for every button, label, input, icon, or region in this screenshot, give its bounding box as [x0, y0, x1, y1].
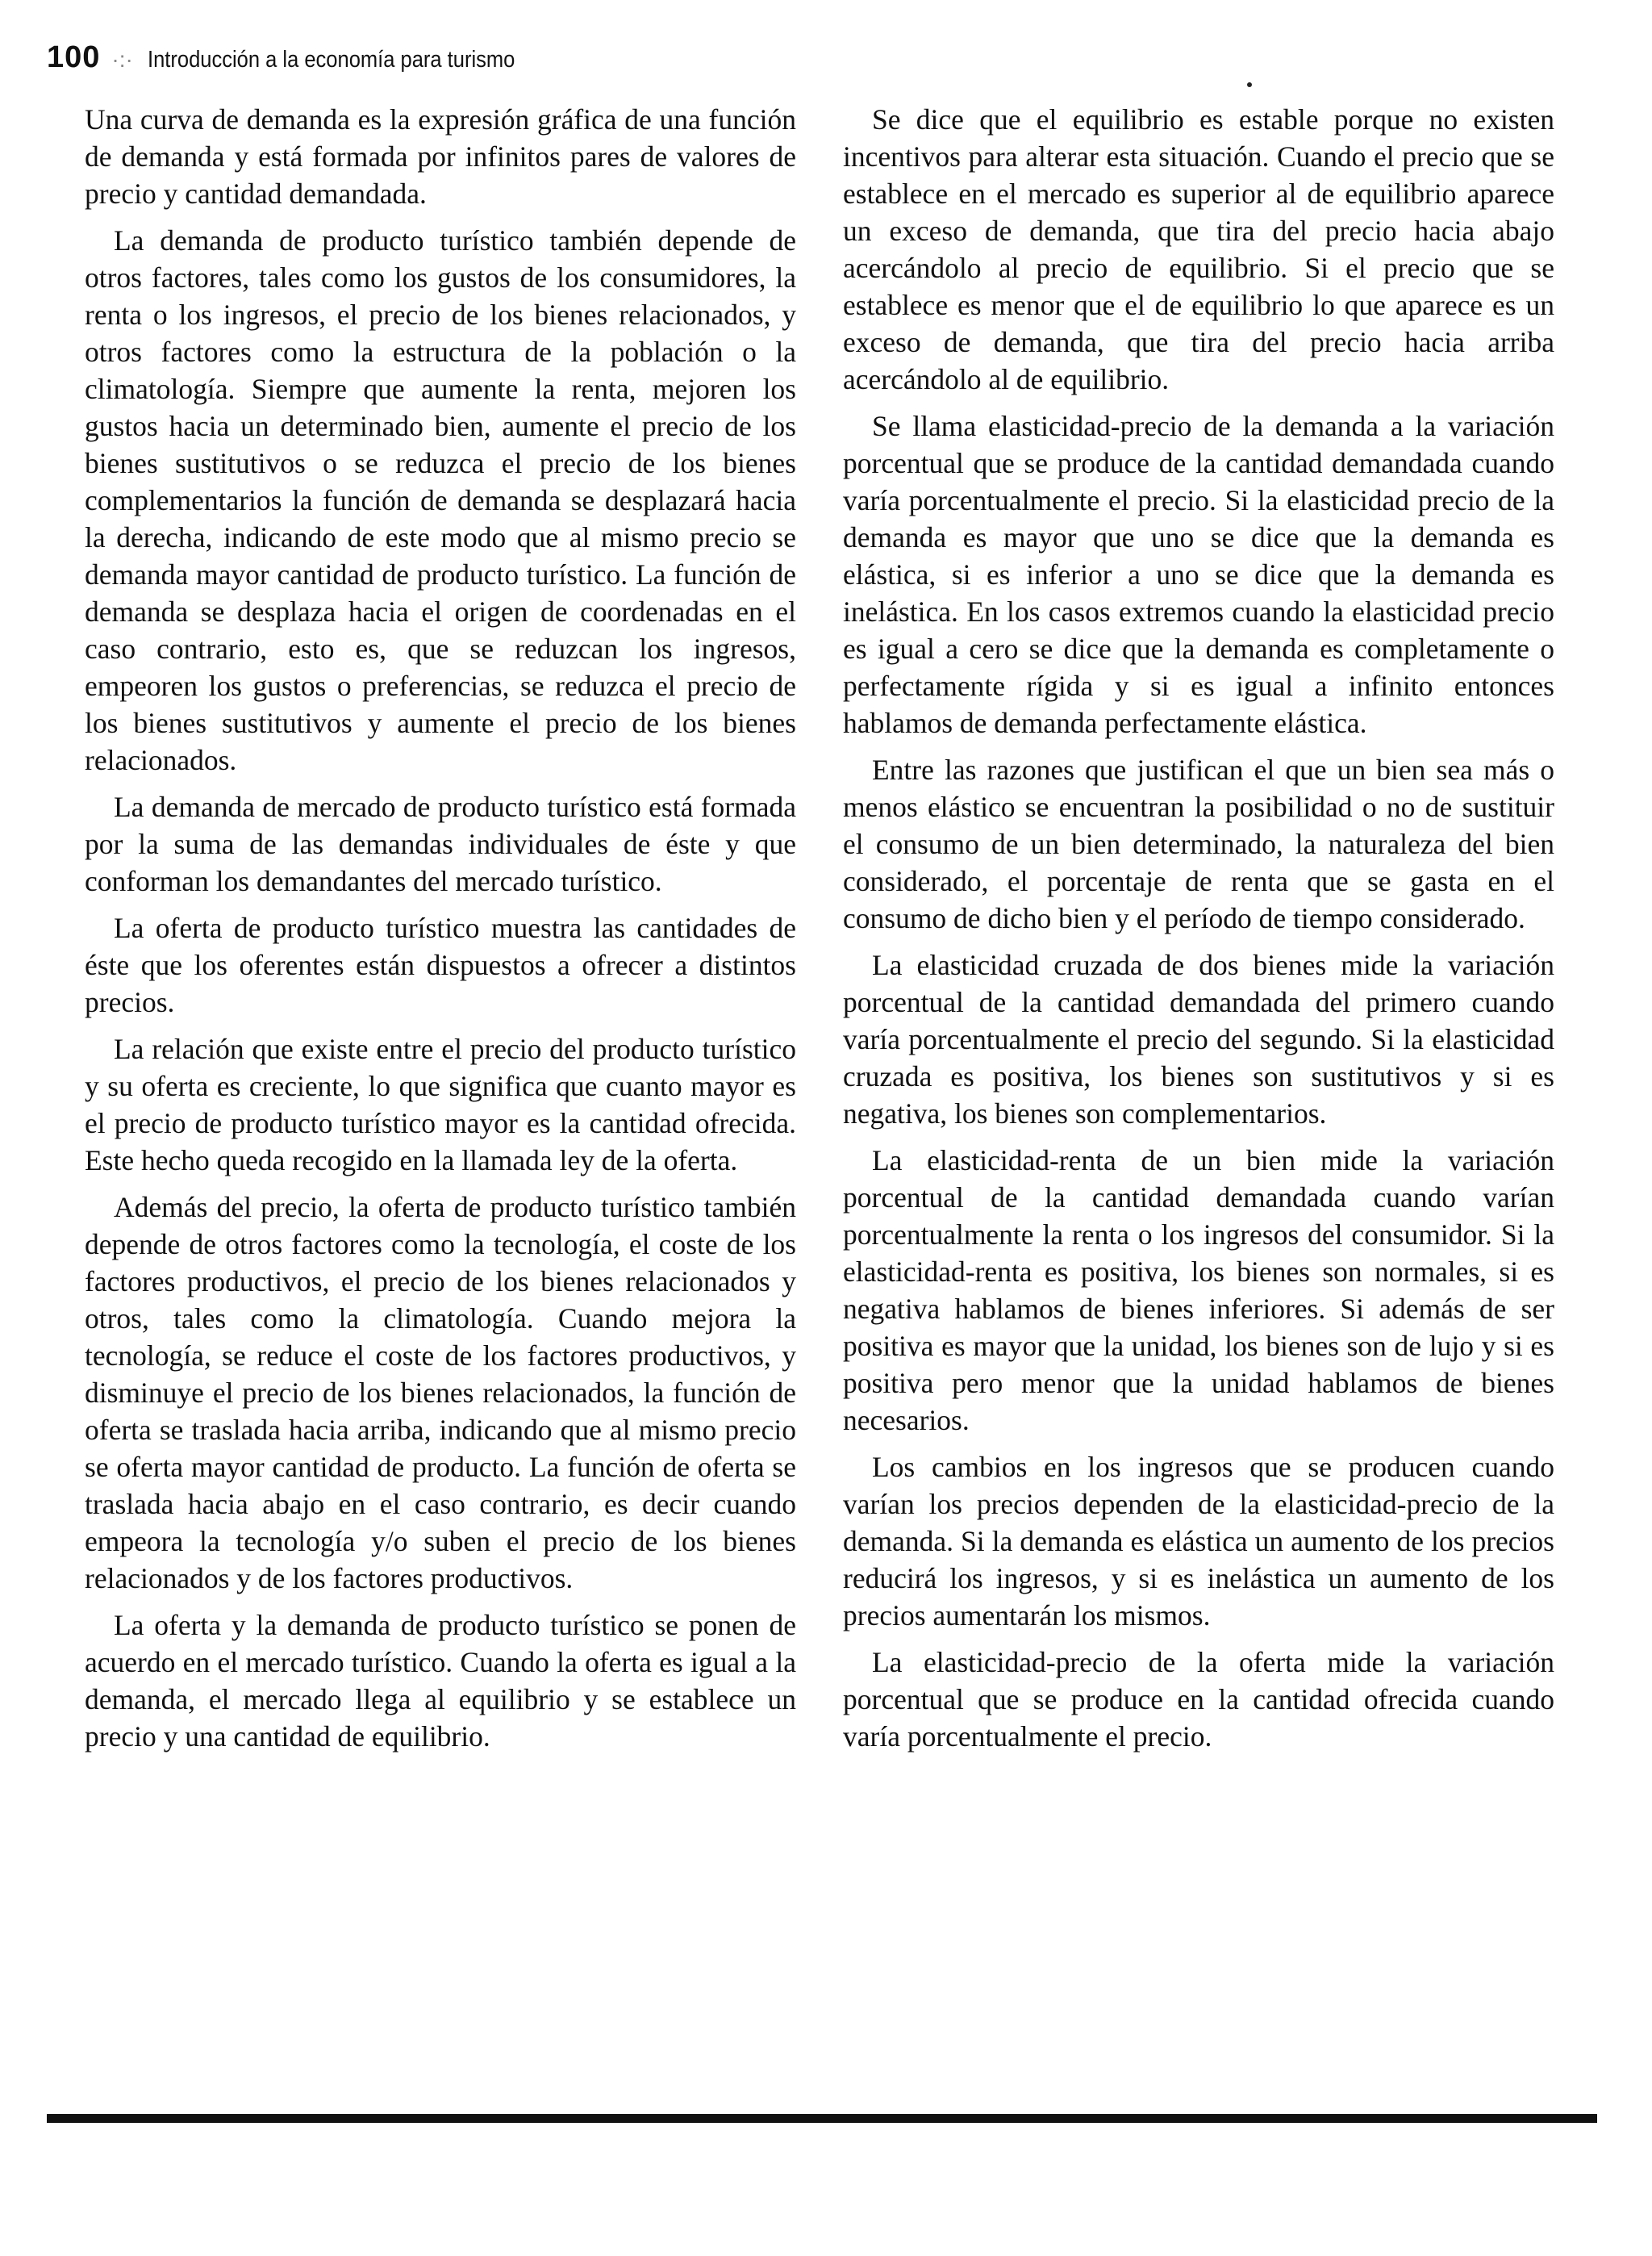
- paragraph: Se dice que el equilibrio es estable porque no existen incentivos para alterar esta situación. Cuando el precio que se establece en el mercado es superior al de equilibrio aparece un exceso de demanda, que tira del precio hacia abajo acercándolo al precio de equilibrio. Si el precio que se establece es menor que el de equilibrio lo que aparece es un exceso de demanda, que tira del precio hacia arriba acercándolo al de equilibrio.: [843, 103, 1554, 395]
- footer-rule: [47, 2114, 1597, 2123]
- paragraph: Entre las razones que justifican el que un bien sea más o menos elástico se encuentran la posibilidad o no de sustituir el consumo de un bien determinado, la naturaleza del bien considerado, el porcentaje de renta que se gasta en el consumo de dicho bien y el período de tiempo considerado.: [843, 754, 1554, 934]
- paragraph: La elasticidad-precio de la oferta mide la variación porcentual que se produce en la cantidad ofrecida cuando varía porcentualmente el precio.: [843, 1646, 1554, 1753]
- left-column: [85, 101, 796, 1765]
- running-header: [47, 40, 565, 81]
- paragraph: La demanda de mercado de producto turístico está formada por la suma de las demandas individuales de éste y que conforman los demandantes del mercado turístico.: [85, 791, 796, 897]
- paragraph: Además del precio, la oferta de producto turístico también depende de otros factores como la tecnología, el coste de los factores productivos, el precio de los bienes relacionados y otros, tales como la climatología. Cuando mejora la tecnología, se reduce el coste de los factores productivos, y disminuye el precio de los bienes relacionados, la función de oferta se traslada hacia arriba, indicando que al mismo precio se oferta mayor cantidad de producto. La función de oferta se traslada hacia abajo en el caso contrario, es decir cuando empeora la tecnología y/o suben el precio de los bienes relacionados y de los factores productivos.: [85, 1191, 796, 1594]
- header-separator: ·:·: [111, 47, 133, 72]
- paragraph: La demanda de producto turístico también depende de otros factores, tales como los gustos de los consumidores, la renta o los ingresos, el precio de los bienes relacionados, y otros factores como la estructura de la población o la climatología. Siempre que aumente la renta, mejoren los gustos hacia un determinado bien, aumente el precio de los bienes sustitutivos o se reduzca el precio de los bienes complementarios la función de demanda se desplazará hacia la derecha, indicando de este modo que al mismo precio se demanda mayor cantidad de producto turístico. La función de demanda se desplaza hacia el origen de coordenadas en el caso contrario, esto es, que se reduzcan los ingresos, empeoren los gustos o preferencias, se reduzca el precio de los bienes sustitutivos y aumente el precio de los bienes relacionados.: [85, 224, 796, 776]
- right-column: [843, 101, 1554, 1765]
- paragraph: Una curva de demanda es la expresión gráfica de una función de demanda y está formada por infinitos pares de valores de precio y cantidad demandada.: [85, 103, 796, 210]
- paragraph: La oferta de producto turístico muestra las cantidades de éste que los oferentes están dispuestos a ofrecer a distintos precios.: [85, 912, 796, 1018]
- paragraph: Se llama elasticidad-precio de la demanda a la variación porcentual que se produce de la cantidad demandada cuando varía porcentualmente el precio. Si la elasticidad precio de la demanda es mayor que uno se dice que la demanda es elástica, si es inferior a uno se dice que la demanda es inelástica. En los casos extremos cuando la elasticidad precio es igual a cero se dice que la demanda es completamente o perfectamente rígida y si es igual a infinito entonces hablamos de demanda perfectamente elástica.: [843, 410, 1554, 739]
- paragraph: La oferta y la demanda de producto turístico se ponen de acuerdo en el mercado turístico. Cuando la oferta es igual a la demanda, el mercado llega al equilibrio y se establece un precio y una cantidad de equilibrio.: [85, 1609, 796, 1753]
- page-number: 100: [47, 40, 101, 74]
- paragraph: La elasticidad-renta de un bien mide la variación porcentual de la cantidad demandada cuando varían porcentualmente la renta o los ingresos del consumidor. Si la elasticidad-renta es positiva, los bienes son normales, si es negativa hablamos de bienes inferiores. Si además de ser positiva es mayor que la unidad, los bienes son de lujo y si es positiva pero menor que la unidad hablamos de bienes necesarios.: [843, 1144, 1554, 1436]
- paragraph: La relación que existe entre el precio del producto turístico y su oferta es creciente, lo que significa que cuanto mayor es el precio de producto turístico mayor es la cantidad ofrecida. Este hecho queda recogido en la llamada ley de la oferta.: [85, 1033, 796, 1176]
- print-speck: [1247, 82, 1252, 87]
- book-title: Introducción a la economía para turismo: [147, 47, 515, 73]
- paragraph: La elasticidad cruzada de dos bienes mide la variación porcentual de la cantidad demandada del primero cuando varía porcentualmente el precio del segundo. Si la elasticidad cruzada es positiva, los bienes son sustitutivos y si es negativa, los bienes son complementarios.: [843, 949, 1554, 1130]
- paragraph: Los cambios en los ingresos que se producen cuando varían los precios dependen de la elasticidad-precio de la demanda. Si la demanda es elástica un aumento de los precios reducirá los ingresos, y si es inelástica un aumento de los precios aumentarán los mismos.: [843, 1451, 1554, 1631]
